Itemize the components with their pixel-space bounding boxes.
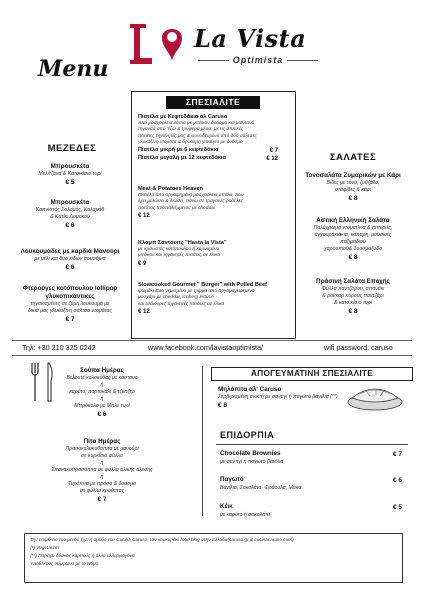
- footer-credit: Την επιμέλεια του μενού έχει η ομάδα του Cucina Caruso, του κουκαράκι food blog στην Ελλάδα(caruso.gr & cucinacaruso.com): [30, 537, 294, 542]
- item-title: Τονοσαλάτα Ζυμαρικών με Κάρι: [305, 172, 401, 179]
- special-line-label: Πιατέλα μεγάλη με 12 κεφτεδάκια: [138, 154, 226, 161]
- item-desc: Σπανακοπρασόπιτα σε φύλλο ολικής άλεσης: [51, 467, 153, 473]
- item-price: € 6: [65, 264, 75, 271]
- item-desc: δικιά μας γλυκόξινη σάλτσα ντομάτας: [27, 308, 113, 314]
- info-bar-top-line: [12, 340, 412, 341]
- apple-pie-icon: [346, 378, 404, 412]
- phone-number: Τηλ: +30 210 325 0242: [22, 343, 96, 352]
- brand-subtitle-text: Optimista: [232, 55, 284, 65]
- special-title: Πιατέλα με Κεφτεδάκια αλ Caruso: [138, 114, 228, 120]
- special-title: Κλαμπ Σάντουιτς "Hasta la Vista": [138, 240, 227, 246]
- special-desc: γλυκόξινη ντομάτα & δροσερή γιαούρτι με δυόσμο: [138, 140, 243, 146]
- special-title: Slowcooked Gourmet " Burger" with Pulled Beef: [138, 282, 268, 288]
- la-vista-logo-mark: [126, 20, 196, 66]
- special-desc: Πιατέλα από αργοψημένα μοσχαρίσια σπάλα, που: [138, 193, 244, 198]
- special-desc: ψωμάκι Bao γεμισμένο με τρίμμα από αργομαγειρεμένο: [138, 289, 255, 294]
- afternoon-item: [218, 386, 348, 410]
- item-title-2: γλυκοπικάντικες: [45, 293, 95, 300]
- item-title: Πίτα Ημέρας: [83, 438, 121, 445]
- item-desc: Σερβιρισμένη ανικτή με σαντιγί ή παγωτό βανίλια (**): [218, 394, 338, 400]
- item-desc: με μέλι και δύο ειδών σουσάμια: [34, 256, 106, 262]
- item-desc: Βίδες με τόνο, ζυθζάλο,: [326, 180, 380, 186]
- desserts-heading: ΕΠΙΔΟΡΠΙΑ: [220, 430, 275, 440]
- item-desc: Τυρόπιτα με πράσο & δυόσμο: [67, 481, 137, 487]
- item-price: € 8: [348, 195, 358, 202]
- item-desc: χαρουπιού& δυοσμόξυδο: [323, 246, 383, 252]
- special-price: € 12: [138, 213, 150, 220]
- special-item: [138, 114, 288, 163]
- mezedes-item: [6, 248, 134, 272]
- special-line-label: Πιατέλα μικρή με 6 κεφτεδάκια: [138, 146, 219, 153]
- item-desc: αγγουράκιάκια, κάπαρη, μουσκιές: [314, 232, 392, 238]
- item-desc: καρότο, πορτοκάλι & τζίντζερ: [69, 389, 135, 395]
- brand-name: La Vista: [194, 24, 307, 53]
- item-desc: σε κυρκίσιο φύλλο: [81, 453, 123, 459]
- item-price: € 8: [348, 254, 358, 261]
- mezedes-item: [10, 163, 130, 187]
- dessert-item: [220, 503, 410, 519]
- column-divider: [202, 366, 203, 516]
- special-desc: Από μοσχαρίσια λάπια με μπέϊκον δυόσμο και μαϊντανό,: [138, 121, 256, 126]
- item-title: Μπρουσκέτα: [50, 163, 90, 170]
- special-item: [138, 240, 288, 268]
- pie-item: [14, 438, 190, 504]
- info-bar-bottom-line: [12, 355, 412, 356]
- item-title: Φτερούγες κοτόπουλου lollipop: [22, 285, 118, 292]
- special-desc: μπέικον και τηγανητές πατάτες σε έλικα: [138, 253, 221, 259]
- special-price: € 12: [138, 309, 150, 316]
- item-desc: ή: [100, 396, 104, 402]
- item-title: Λουκουμάδες με καρδιά Μανούρι: [20, 248, 120, 255]
- item-desc: σταφίδες & κάρι: [335, 187, 371, 193]
- item-desc: τηγανισμένες σε ζύμη λουκουμά με: [30, 301, 110, 307]
- item-title: Παγωτό: [220, 476, 244, 483]
- salad-item: [296, 278, 410, 316]
- mezedes-item: [6, 285, 134, 324]
- item-desc: Βανίλια, Σοκολάτα, Φράουλα, Μόκα: [220, 485, 302, 491]
- desserts-underline: [216, 444, 408, 445]
- item-desc: & Κατίκι Δομοκού: [50, 214, 90, 220]
- item-title: Κέικ: [220, 503, 233, 510]
- special-desc: με κρανιστές κοτόπουλου ή καρναμένο: [138, 247, 220, 252]
- item-desc: Πολύχρωμα ντοματίνια & πιπεριές,: [313, 225, 393, 231]
- brand-subtitle: [198, 55, 318, 65]
- special-desc: μοσχάρι με cheddar, iceberg lettuce: [138, 295, 214, 301]
- item-desc: Καπνιστός Σολομός, Καλαμάθ: [35, 207, 105, 213]
- item-title: Μηλόπιτα αλ' Caruso: [218, 386, 282, 393]
- item-price: € 6: [392, 477, 402, 484]
- item-desc: Φύλλα παντζάρου, σπανάκι: [321, 286, 385, 292]
- special-line-price: € 7: [269, 147, 278, 154]
- dessert-item: [220, 476, 410, 492]
- special-item: [138, 186, 288, 220]
- special-price: € 9: [138, 260, 147, 267]
- item-price: € 7: [65, 316, 75, 323]
- footer-allergen-note: (**) Παρέχει δύσκος καρπούς ή άλλα αλλεργιογόνα: [30, 553, 135, 558]
- item-price: € 5: [392, 504, 402, 511]
- item-desc: Πρασοκολοκυθόπιτα με μανούρι: [65, 446, 139, 452]
- menu-title: Menu: [38, 56, 109, 82]
- item-desc: με σαντιγί ή παγωτό βανίλια: [220, 459, 284, 465]
- special-desc: πατάτας ποσπαλιέμμενες με cheddar: [138, 205, 216, 211]
- special-desc: και ολόκλιρες τηγανητές πατάτες σε έλικα: [138, 301, 225, 307]
- item-price: € 7: [392, 451, 402, 458]
- special-desc: έχει μελώσει & λιώσει, πάνω σε τραγανές ροδέλες: [138, 199, 243, 205]
- facebook-link[interactable]: www.facebook.com/lavistaoptimista/: [148, 343, 264, 352]
- special-title: Meat & Potatoes Heaven: [138, 186, 203, 192]
- item-price: € 8: [218, 402, 228, 409]
- item-desc: ή: [100, 460, 104, 466]
- item-desc: ή: [100, 474, 104, 480]
- soup-item: [22, 367, 182, 419]
- special-item: [138, 282, 288, 316]
- item-desc: & ρονκαρ κόρους παντζάρι: [322, 293, 384, 299]
- item-desc: & κατσικίσιο τυρί: [334, 300, 372, 306]
- mezedes-heading: ΜΕΖΕΔΕΣ: [47, 143, 97, 154]
- item-desc: Βελουτέ κολοκύθας με κάστανο: [66, 375, 138, 381]
- salates-heading: ΣΑΛΑΤΕΣ: [329, 152, 377, 163]
- item-price: € 6: [97, 411, 107, 418]
- item-desc: Μελιτζάνα & Κατσικίσιο τυρί: [38, 171, 102, 177]
- dessert-item: [220, 450, 410, 466]
- item-title: Chocolate Brownies: [220, 450, 281, 457]
- specials-heading: ΣΠΕΣΙΑΛΙΤΕ: [166, 96, 260, 109]
- item-price: € 5: [65, 179, 75, 186]
- afternoon-heading: ΑΠΟΓΕΥΜΑΤΙΝΗ ΣΠΕΣΙΑΛΙΤΕ: [251, 369, 373, 378]
- item-desc: παξιμαδιού: [340, 239, 366, 245]
- footer-legal-note: Υποθέκους σύμφωνα με το Νόμο:: [30, 561, 100, 566]
- special-desc: τηγανιτά από 'έξω & τρυφερά μέσα, με τις σπιτικές: [138, 127, 244, 133]
- wifi-password: wifi password: caruso: [324, 343, 393, 352]
- mezedes-item: [10, 199, 130, 230]
- item-title: Πράσινη Σαλάτα Εποχής: [316, 278, 390, 285]
- special-desc: πατάτες τηγανητές μας & συνοδευμένα από δύο σάλτσες: [138, 133, 257, 139]
- salad-item: [296, 217, 410, 262]
- item-desc: ή: [100, 382, 104, 388]
- item-desc: με καρότο ή σοκολάτα: [220, 512, 270, 518]
- item-price: € 6: [65, 222, 75, 229]
- item-price: € 8: [348, 308, 358, 315]
- item-desc: σε φύλλο κρούστας: [79, 488, 125, 494]
- item-price: € 7: [97, 496, 107, 503]
- footer-vegetarian-note: (*) Vegetarian: [30, 545, 59, 550]
- item-title: Αστική Ελληνική Σαλάτα: [316, 217, 390, 224]
- salad-item: [296, 172, 410, 203]
- item-title: Σούπα Ημέρας: [80, 367, 124, 374]
- item-title: Μπρουσκέτα: [50, 199, 90, 206]
- special-line-price: € 12: [266, 155, 278, 162]
- item-desc: Μπρόκολο με Μπλε τυρί: [74, 403, 130, 409]
